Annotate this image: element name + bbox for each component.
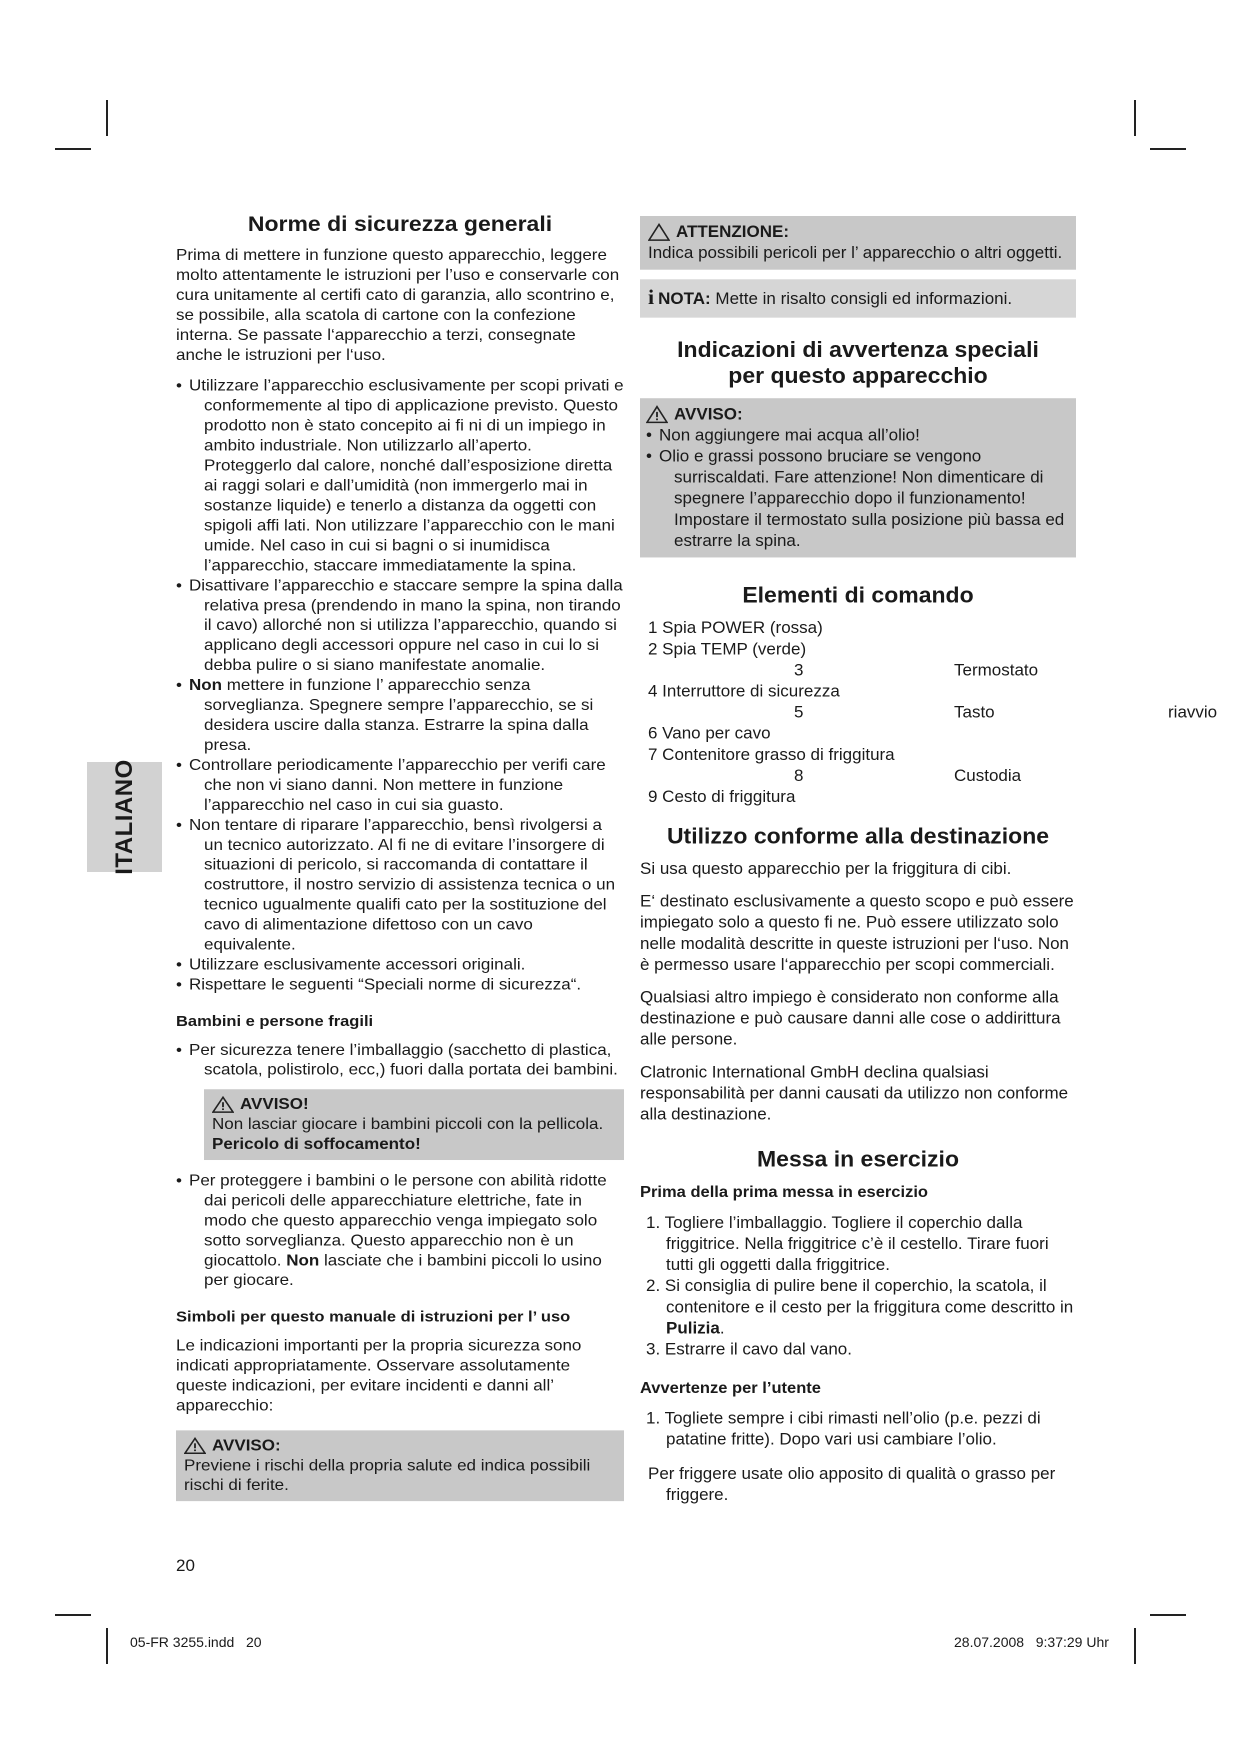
list-item: • Utilizzare esclusivamente accessori originali.: [176, 955, 624, 975]
attention-box: [640, 216, 1076, 270]
footer-file-info: 05-FR 3255.indd 20: [130, 1634, 262, 1650]
list-item: • Non aggiungere mai acqua all’olio!: [646, 425, 1068, 446]
list-item-text: 2. Si consiglia di pulire bene il coperchio, la scatola, il contenitore e il cesto per la friggitura come descritto in: [646, 1276, 1074, 1317]
user-notes-list: [640, 1408, 1076, 1450]
crop-mark: [1134, 100, 1136, 136]
control-label-overflow: riavvio: [1168, 703, 1218, 722]
warning-box-symbol: [176, 1430, 624, 1501]
control-label: Tasto: [954, 703, 995, 722]
special-title-line-2: per questo apparecchio: [728, 362, 988, 388]
list-item: [640, 1276, 1076, 1339]
attention-title: ATTENZIONE:: [676, 222, 790, 241]
children-list: [176, 1040, 624, 1080]
crop-mark: [106, 1628, 108, 1664]
control-number: 8: [794, 766, 804, 785]
list-item: [176, 1171, 624, 1291]
attention-triangle-icon: [648, 223, 670, 242]
section-title-use: Utilizzo conforme alla destinazione: [666, 823, 1050, 849]
note-box: [640, 279, 1076, 317]
heading-user-notes: Avvertenze per l’utente: [640, 1379, 821, 1397]
warning-title: AVVISO!: [240, 1095, 309, 1113]
control-number: 3: [794, 661, 804, 680]
left-column: [176, 212, 624, 1512]
note-text: Mette in risalto consigli ed informazioni.: [710, 289, 1013, 309]
list-item: 4 Interruttore di sicurezza: [648, 682, 840, 701]
safety-intro: Prima di mettere in funzione questo apparecchio, leggere molto attentamente le istruzioni per l’uso e conservarle con cura unitamente al certifi cato di garanzia, allo scontrino e, se possibile, alla scatola di cartone con la confezione interna. Se passate l‘apparecchio a terzi, consegnate anche le istruzioni per l‘uso.: [176, 246, 620, 364]
controls-list: [640, 618, 1218, 808]
language-tab: [87, 759, 162, 875]
list-item: 1 Spia POWER (rossa): [648, 618, 823, 638]
use-paragraph: Si usa questo apparecchio per la friggitura di cibi.: [640, 859, 1012, 878]
control-label: Custodia: [954, 766, 1022, 785]
heading-first-use: Prima della prima messa in esercizio: [640, 1183, 928, 1201]
warning-triangle-icon: [212, 1096, 234, 1114]
crop-mark: [1150, 148, 1186, 150]
special-title-line-1: Indicazioni di avvertenza speciali: [677, 336, 1039, 362]
right-column: [640, 216, 1218, 1506]
control-label: Termostato: [954, 661, 1039, 680]
crop-mark: [1150, 1614, 1186, 1616]
info-icon: i: [648, 285, 655, 310]
list-item: • Controllare periodicamente l’apparecchio per verifi care che non vi siano danni. Non mettere in funzione l’apparecchio nel caso in cui sia guasto.: [176, 755, 624, 815]
list-item: • Olio e grassi possono bruciare se vengono surriscaldati. Fare attenzione! Non dimenticare di spegnere l’apparecchio dopo il funzionamento! Impostare il termostato sulla posizione più bassa ed estrarre la spina.: [646, 446, 1068, 552]
use-paragraph: E‘ destinato esclusivamente a questo scopo e può essere impiegato solo a questo fi ne. Può essere utilizzato solo nelle modalità descritte in queste istruzioni per l‘uso. Non è permesso usare l‘apparecchio per scopi commerciali.: [640, 892, 1074, 974]
note-label: NOTA:: [658, 289, 711, 309]
list-item: 9 Cesto di friggitura: [648, 787, 796, 806]
safety-list: [176, 376, 624, 995]
crop-mark: [1134, 1628, 1136, 1664]
children-list-2: [176, 1171, 624, 1291]
list-item-text: lasciate che i bambini piccoli lo usino per giocare.: [204, 1251, 602, 1289]
bold-text: Non: [286, 1251, 320, 1269]
list-item-text: mettere in funzione l’ apparecchio senza sorveglianza. Spegnere sempre l’apparecchio, se si desidera uscire dalla stanza. Estrarre la spina dalla presa.: [204, 676, 594, 754]
page-number: 20: [176, 1556, 195, 1575]
list-item: • Rispettare le seguenti “Speciali norme di sicurezza“.: [176, 975, 624, 995]
language-tab-label: ITALIANO: [110, 759, 138, 875]
symbols-text: Le indicazioni importanti per la propria sicurezza sono indicati appropriatamente. Osservare assolutamente queste indicazioni, per evitare incidenti e danni all’ apparecchio:: [176, 1336, 582, 1415]
list-item: • Per sicurezza tenere l’imballaggio (sacchetto di plastica, scatola, polistirolo, ecc,) fuori dalla portata dei bambini.: [176, 1040, 624, 1080]
list-item: 6 Vano per cavo: [648, 724, 771, 743]
list-item: 7 Contenitore grasso di friggitura: [648, 745, 895, 764]
warning-bold-text: Pericolo di soffocamento!: [212, 1135, 421, 1153]
use-paragraph: Qualsiasi altro impiego è considerato non conforme alla destinazione e può causare danni alle cose o addirittura alle persone.: [640, 988, 1061, 1049]
list-item: 2 Spia TEMP (verde): [648, 639, 807, 659]
user-notes-extra: Per friggere usate olio apposito di qualità o grasso per friggere.: [648, 1464, 1056, 1505]
warning-triangle-icon: [646, 405, 668, 424]
bold-text: Non: [189, 676, 223, 694]
warning-title: AVVISO:: [674, 404, 743, 424]
crop-mark: [106, 100, 108, 136]
heading-children: Bambini e persone fragili: [176, 1013, 374, 1030]
warning-text: Previene i rischi della propria salute ed indica possibili rischi di ferite.: [184, 1456, 591, 1494]
special-warning-box: [640, 398, 1076, 557]
warning-title: AVVISO:: [212, 1436, 281, 1454]
use-paragraph: Clatronic International GmbH declina qualsiasi responsabilità per danni causati da utilizzo non conforme alla destinazione.: [640, 1062, 1069, 1124]
section-title-start: Messa in esercizio: [757, 1146, 959, 1172]
section-title-safety: Norme di sicurezza generali: [247, 212, 553, 236]
list-item-text: Per proteggere i bambini o le persone con abilità ridotte dai pericoli delle apparecchiature elettriche, fate in modo che questo apparecchio venga impiegato solo sotto sorveglianza. Questo apparecchio non è un giocattolo.: [189, 1171, 607, 1269]
special-warning-list: [646, 425, 1068, 552]
list-item: 1. Togliete sempre i cibi rimasti nell’olio (p.e. pezzi di patatine fritte). Dopo vari usi cambiare l’olio.: [646, 1409, 1041, 1449]
list-item-text: .: [719, 1318, 725, 1338]
attention-text: Indica possibili pericoli per l’ apparecchio o altri oggetti.: [648, 243, 1063, 263]
list-item: [648, 660, 1076, 681]
list-item: 1. Togliere l’imballaggio. Togliere il coperchio dalla friggitrice. Nella friggitrice c’è il cestello. Tirare fuori tutti gli oggetti dalla friggitrice.: [646, 1213, 1049, 1274]
list-item: • Non tentare di riparare l’apparecchio, bensì rivolgersi a un tecnico autorizzato. Al fi ne di evitare l’insorgere di situazioni di pericolo, si raccomanda di contattare il costruttore, il nostro servizio di assistenza tecnica o un tecnico ugualmente qualifi cato per la sostituzione del cavo di alimentazione difettoso con un cavo equivalente.: [176, 815, 624, 955]
list-item: 3. Estrarre il cavo dal vano.: [646, 1340, 852, 1359]
crop-mark: [55, 1614, 91, 1616]
list-item: [648, 702, 1218, 723]
bold-text: Pulizia: [666, 1318, 720, 1338]
warning-text: Non lasciar giocare i bambini piccoli con la pellicola.: [212, 1115, 604, 1133]
section-title-controls: Elementi di comando: [742, 582, 974, 608]
list-item: • Utilizzare l’apparecchio esclusivamente per scopi privati e conformemente al tipo di applicazione previsto. Questo prodotto non è stato concepito ai fi ni di un impiego in ambito industriale. Non utilizzarlo all’aperto. Proteggerlo dal calore, nonché dall’esposizione diretta ai raggi solari e dall’umidità (non immergerlo mai in sostanze liquide) e tenerlo a distanza da oggetti con spigoli affi lati. Non utilizzare l’apparecchio con le mani umide. Nel caso in cui si bagni o si inumidisca l’apparecchio, staccare immediatamente la spina.: [176, 376, 624, 576]
warning-box: [204, 1089, 624, 1160]
crop-mark: [55, 148, 91, 150]
list-item: [176, 676, 624, 756]
footer-timestamp: 28.07.2008 9:37:29 Uhr: [954, 1634, 1109, 1650]
control-number: 5: [794, 703, 804, 722]
heading-symbols: Simboli per questo manuale di istruzioni per l’ uso: [176, 1308, 571, 1326]
list-item: [648, 766, 1076, 787]
first-use-list: [640, 1213, 1076, 1361]
warning-triangle-icon: [184, 1437, 206, 1455]
list-item: • Disattivare l’apparecchio e staccare sempre la spina dalla relativa presa (prendendo in mano la spina, non tirando il cavo) allorché non si utilizza l’apparecchio, quando si applicano degli accessori oppure nel caso in cui lo si debba pulire o si siano manifestate anomalie.: [176, 576, 624, 676]
section-title-special: [640, 337, 1076, 389]
